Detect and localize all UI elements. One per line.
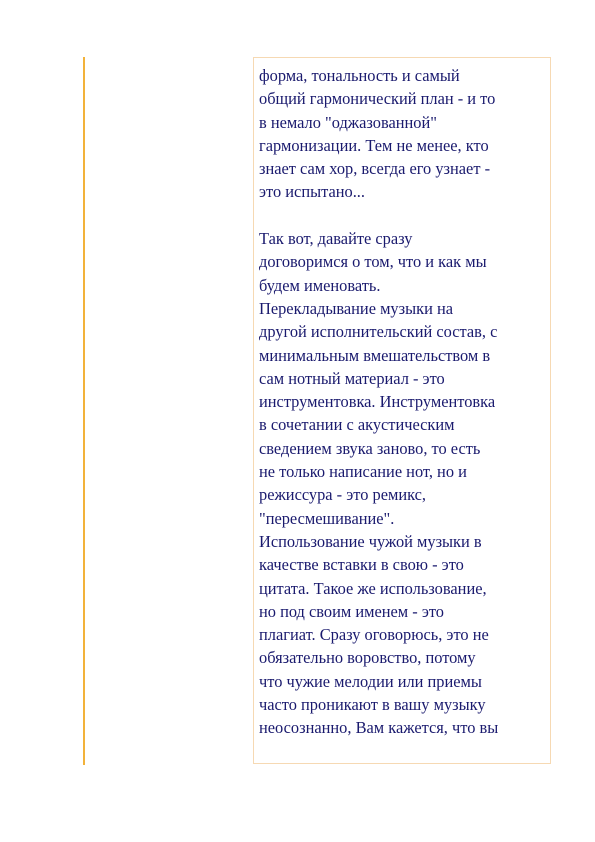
text-line: форма, тональность и самый: [259, 66, 460, 85]
text-line: минимальным вмешательством в: [259, 345, 491, 365]
text-line: договоримся о том, что и как мы: [259, 252, 487, 272]
text-line: гармонизации. Тем не менее, кто: [259, 135, 489, 155]
text-line: что чужие мелодии или приемы: [259, 671, 482, 691]
text-line: плагиат. Сразу оговорюсь, это не: [259, 625, 489, 645]
text-line: в сочетании с акустическим: [259, 415, 455, 435]
text-line: инструментовка. Инструментовка: [259, 392, 496, 412]
text-line: "пересмешивание".: [259, 508, 395, 528]
text-line: но под своим именем - это: [259, 601, 445, 621]
text-line: сам нотный материал - это: [259, 368, 445, 388]
text-line: качестве вставки в свою - это: [259, 555, 464, 575]
text-line: знает сам хор, всегда его узнает -: [259, 159, 491, 179]
text-line: в немало "оджазованной": [259, 112, 437, 132]
margin-rule: [83, 57, 85, 765]
text-line: будем именовать.: [259, 275, 381, 295]
text-line: сведением звука заново, то есть: [259, 438, 481, 458]
text-line: не только написание нот, но и: [259, 462, 467, 482]
text-line: Так вот, давайте сразу: [259, 229, 413, 249]
text-line: общий гармонический план - и то: [259, 89, 496, 109]
text-frame: [253, 57, 551, 764]
text-line: неосознанно, Вам кажется, что вы: [259, 718, 499, 738]
paragraph-gap: [259, 204, 546, 227]
text-line: цитата. Такое же использование,: [259, 578, 487, 598]
text-line: это испытано...: [259, 182, 366, 202]
paragraph-1: [259, 64, 546, 204]
text-line: другой исполнительский состав, с: [259, 322, 498, 342]
text-line: Использование чужой музыки в: [259, 531, 482, 551]
paragraph-2: [259, 227, 546, 740]
text-line: Перекладывание музыки на: [259, 298, 453, 318]
text-line: обязательно воровство, потому: [259, 648, 476, 668]
text-line: часто проникают в вашу музыку: [259, 695, 486, 715]
text-line: режиссура - это ремикс,: [259, 485, 427, 505]
